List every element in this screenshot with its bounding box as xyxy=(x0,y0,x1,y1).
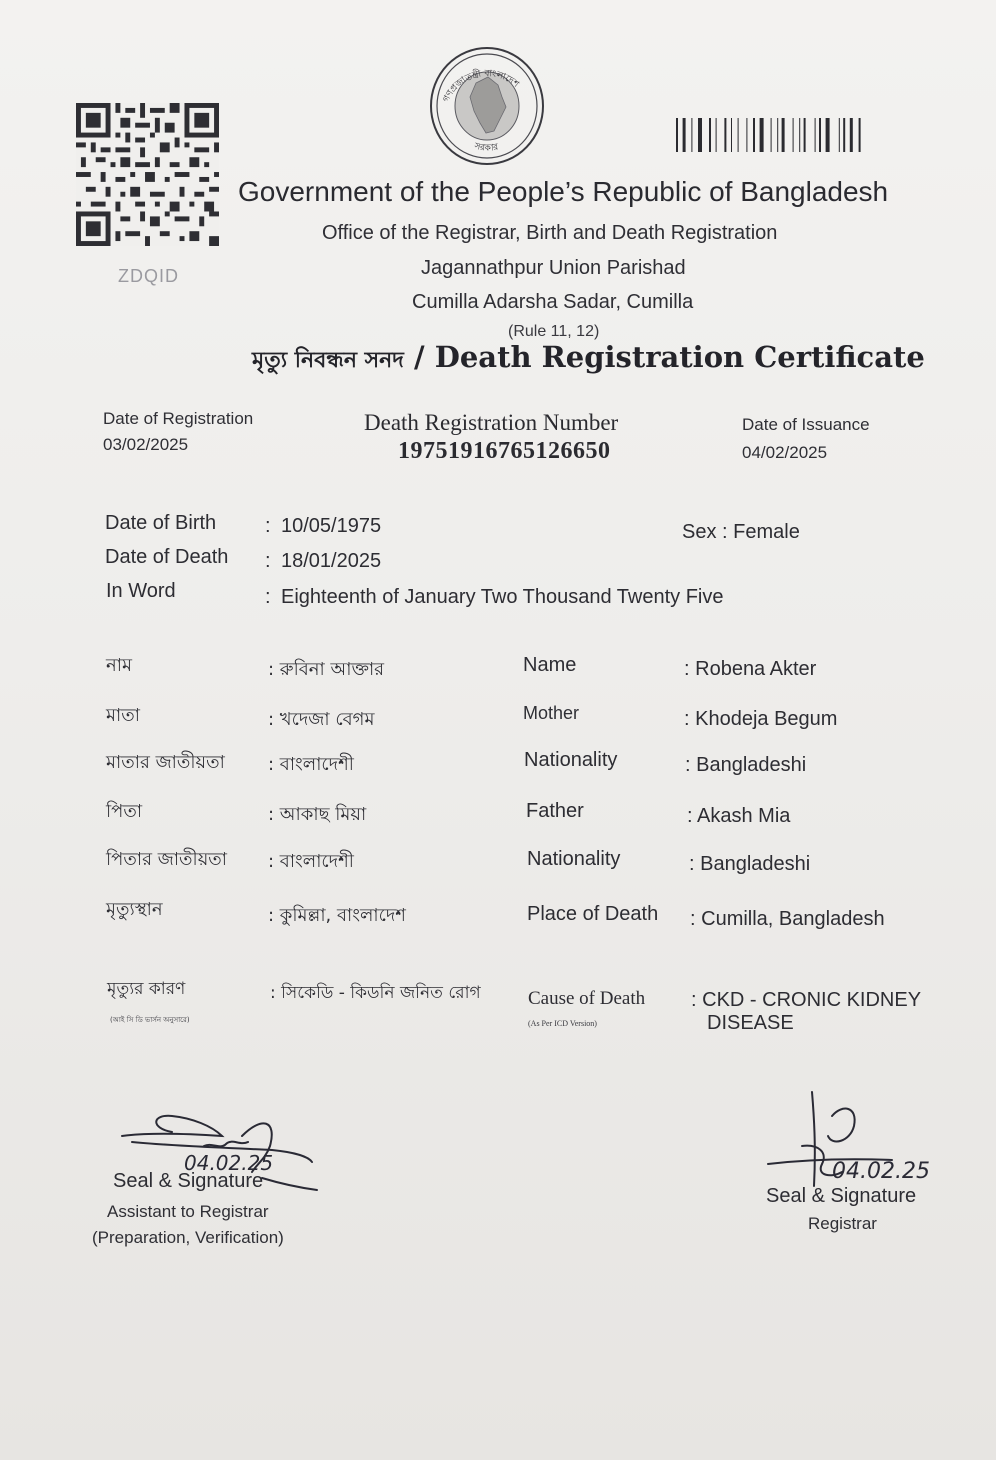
dob-label: Date of Birth xyxy=(105,512,217,534)
barcode-bar xyxy=(771,118,772,152)
cause-en-value-line2: DISEASE xyxy=(707,1012,794,1034)
cause-en-value-line1: : CKD - CRONIC KIDNEY xyxy=(691,989,922,1011)
assistant-role: Assistant to Registrar xyxy=(107,1202,269,1221)
barcode-bar xyxy=(731,118,732,152)
government-heading: Government of the People’s Republic of Bangladesh xyxy=(238,176,889,207)
name-bn-value: : রুবিনা আক্তার xyxy=(268,659,385,680)
district-name: Cumilla Adarsha Sadar, Cumilla xyxy=(412,291,694,313)
barcode-bar xyxy=(782,118,785,152)
barcode-bar xyxy=(738,118,739,152)
barcode-bar xyxy=(724,118,726,152)
name-en-value: : Robena Akter xyxy=(684,658,817,680)
dod-label: Date of Death xyxy=(105,546,229,568)
registrar-role: Registrar xyxy=(808,1214,877,1233)
place-of-death-bn-value: : কুমিল্লা, বাংলাদেশ xyxy=(268,905,406,926)
dob-colon: : xyxy=(265,515,271,537)
mother-bn-value: : খদেজা বেগম xyxy=(268,709,375,730)
date-of-registration-value: 03/02/2025 xyxy=(103,435,189,454)
barcode-bar xyxy=(815,118,816,152)
date-of-issuance-label: Date of Issuance xyxy=(742,415,870,434)
barcode-bar xyxy=(676,118,678,152)
seal-text-top: গণপ্রজাতন্ত্রী বাংলাদেশ xyxy=(441,68,521,104)
barcode-bar xyxy=(793,118,794,152)
barcode-bar xyxy=(691,118,692,152)
qr-code-id: ZDQID xyxy=(118,266,179,286)
place-of-death-en-value: : Cumilla, Bangladesh xyxy=(690,908,885,930)
father-bn-label: পিতা xyxy=(106,801,143,822)
mother-en-label: Mother xyxy=(523,703,580,723)
place-of-death-bn-label: মৃত্যুস্থান xyxy=(106,899,163,920)
registrar-seal-signature-label: Seal & Signature xyxy=(766,1185,917,1207)
barcode-icon xyxy=(676,118,926,152)
date-of-issuance-value: 04/02/2025 xyxy=(742,443,828,462)
mother-bn-label: মাতা xyxy=(106,705,140,726)
dob-value: 10/05/1975 xyxy=(281,515,382,537)
father-en-label: Father xyxy=(526,800,584,822)
assistant-handwritten-date: 04.02.25 xyxy=(184,1151,274,1175)
barcode-bar xyxy=(826,118,830,152)
barcode-bar xyxy=(683,118,686,152)
father-nationality-bn-label: পিতার জাতীয়তা xyxy=(106,849,228,870)
barcode-bar xyxy=(799,118,800,152)
assistant-note: (Preparation, Verification) xyxy=(92,1228,284,1247)
cause-bn-note: (আই সি ডি ভার্সন অনুসারে) xyxy=(110,1016,190,1024)
dod-colon: : xyxy=(265,550,271,572)
mother-nationality-en-label: Nationality xyxy=(524,749,618,771)
place-of-death-en-label: Place of Death xyxy=(527,903,659,925)
father-nationality-en-label: Nationality xyxy=(527,848,621,870)
title-bn: মৃত্যু নিবন্ধন সনদ xyxy=(252,348,404,373)
assistant-seal-signature-label: Seal & Signature xyxy=(113,1170,264,1192)
barcode-bar xyxy=(698,118,702,152)
barcode-bar xyxy=(746,118,747,152)
barcode-bar xyxy=(850,118,853,152)
title-separator: / xyxy=(413,340,425,374)
in-word-value: Eighteenth of January Two Thousand Twenty Five xyxy=(281,586,724,608)
union-name: Jagannathpur Union Parishad xyxy=(421,257,686,279)
barcode-bar xyxy=(753,118,755,152)
barcode-bar xyxy=(819,118,821,152)
barcode-bar xyxy=(716,118,717,152)
mother-nationality-bn-label: মাতার জাতীয়তা xyxy=(106,752,225,773)
registration-number-value: 19751916765126650 xyxy=(398,438,611,464)
barcode-bar xyxy=(839,118,840,152)
barcode-bar xyxy=(760,118,764,152)
title-en: Death Registration Certificate xyxy=(434,340,925,374)
dod-value: 18/01/2025 xyxy=(281,550,382,572)
mother-en-value: : Khodeja Begum xyxy=(684,708,838,730)
barcode-bar xyxy=(777,118,778,152)
name-bn-label: নাম xyxy=(106,655,132,676)
certificate-title xyxy=(252,340,925,380)
registrar-handwritten-date: 04.02.25 xyxy=(832,1159,930,1184)
mother-nationality-en-value: : Bangladeshi xyxy=(685,754,807,776)
father-en-value: : Akash Mia xyxy=(687,805,791,827)
seal-text-bottom: সরকার xyxy=(473,141,500,154)
father-bn-value: : আকাছ মিয়া xyxy=(268,804,367,825)
government-seal-icon xyxy=(428,45,546,167)
cause-bn-label: মৃত্যুর কারণ xyxy=(107,979,186,999)
barcode-bar xyxy=(843,118,845,152)
in-word-label: In Word xyxy=(106,580,176,602)
svg-text:সরকার xyxy=(472,141,500,153)
in-word-colon: : xyxy=(265,586,271,608)
date-of-registration-label: Date of Registration xyxy=(103,409,254,428)
name-en-label: Name xyxy=(523,654,577,676)
father-nationality-en-value: : Bangladeshi xyxy=(689,853,811,875)
barcode-bar xyxy=(709,118,711,152)
qr-code-icon xyxy=(76,103,219,246)
rule-reference: (Rule 11, 12) xyxy=(508,323,600,340)
sex-value: Sex : Female xyxy=(682,521,800,543)
registration-number-label: Death Registration Number xyxy=(364,410,619,435)
cause-bn-value: : সিকেডি - কিডনি জনিত রোগ xyxy=(270,983,481,1003)
office-name: Office of the Registrar, Birth and Death Registration xyxy=(322,222,778,244)
mother-nationality-bn-value: : বাংলাদেশী xyxy=(268,754,354,775)
barcode-bar xyxy=(804,118,806,152)
cause-en-label: Cause of Death xyxy=(528,988,646,1009)
cause-en-note: (As Per ICD Version) xyxy=(528,1019,597,1028)
father-nationality-bn-value: : বাংলাদেশী xyxy=(268,851,354,872)
barcode-bar xyxy=(859,118,861,152)
